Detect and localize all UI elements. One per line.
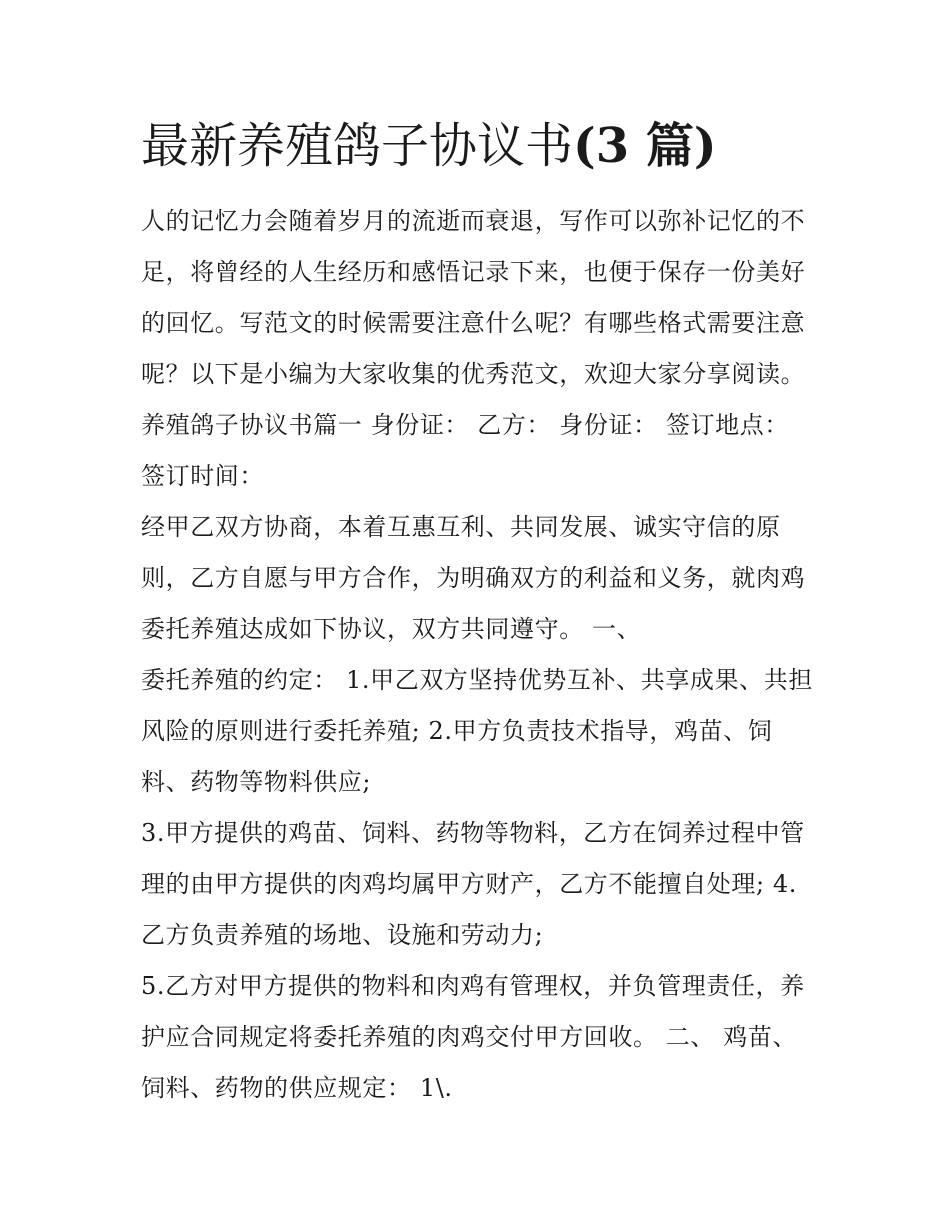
body-line: 风险的原则进行委托养殖; 2.甲方负责技术指导，鸡苗、饲 [141, 717, 773, 745]
body-line: 委托养殖达成如下协议，双方共同遵守。 一、 [141, 615, 642, 643]
document-title [141, 110, 821, 182]
body-line: 的回忆。写范文的时候需要注意什么呢？有哪些格式需要注意 [141, 309, 806, 337]
body-line: 呢？以下是小编为大家收集的优秀范文，欢迎大家分享阅读。 [141, 360, 806, 388]
body-line: 足，将曾经的人生经历和感悟记录下来，也便于保存一份美好 [141, 258, 806, 286]
document-page [141, 110, 821, 1114]
body-line: 则，乙方自愿与甲方合作，为明确双方的利益和义务，就肉鸡 [141, 564, 806, 592]
body-line: 人的记忆力会随着岁月的流逝而衰退，写作可以弥补记忆的不 [141, 207, 806, 235]
body-line: 委托养殖的约定： 1.甲乙双方坚持优势互补、共享成果、共担 [141, 666, 813, 694]
title-suffix: (3 篇) [573, 118, 717, 174]
body-line: 经甲乙双方协商，本着互惠互利、共同发展、诚实守信的原 [141, 513, 781, 541]
body-line: 签订时间： [141, 462, 264, 490]
body-line: 护应合同规定将委托养殖的肉鸡交付甲方回收。 二、 鸡苗、 [141, 1023, 798, 1051]
body-line: 理的由甲方提供的肉鸡均属甲方财产，乙方不能擅自处理; 4. [141, 870, 798, 898]
body-line: 乙方负责养殖的场地、设施和劳动力; [141, 921, 544, 949]
body-line: 5.乙方对甲方提供的物料和肉鸡有管理权，并负管理责任，养 [141, 972, 805, 1000]
body-line: 养殖鸽子协议书篇一 身份证： 乙方： 身份证： 签订地点： [141, 411, 789, 439]
title-main: 最新养殖鸽子协议书 [141, 118, 574, 174]
body-line: 料、药物等物料供应; [141, 768, 372, 796]
body-line: 饲料、药物的供应规定： 1\. [141, 1074, 453, 1102]
body-line: 3.甲方提供的鸡苗、饲料、药物等物料，乙方在饲养过程中管 [141, 819, 805, 847]
document-body [141, 196, 821, 1114]
